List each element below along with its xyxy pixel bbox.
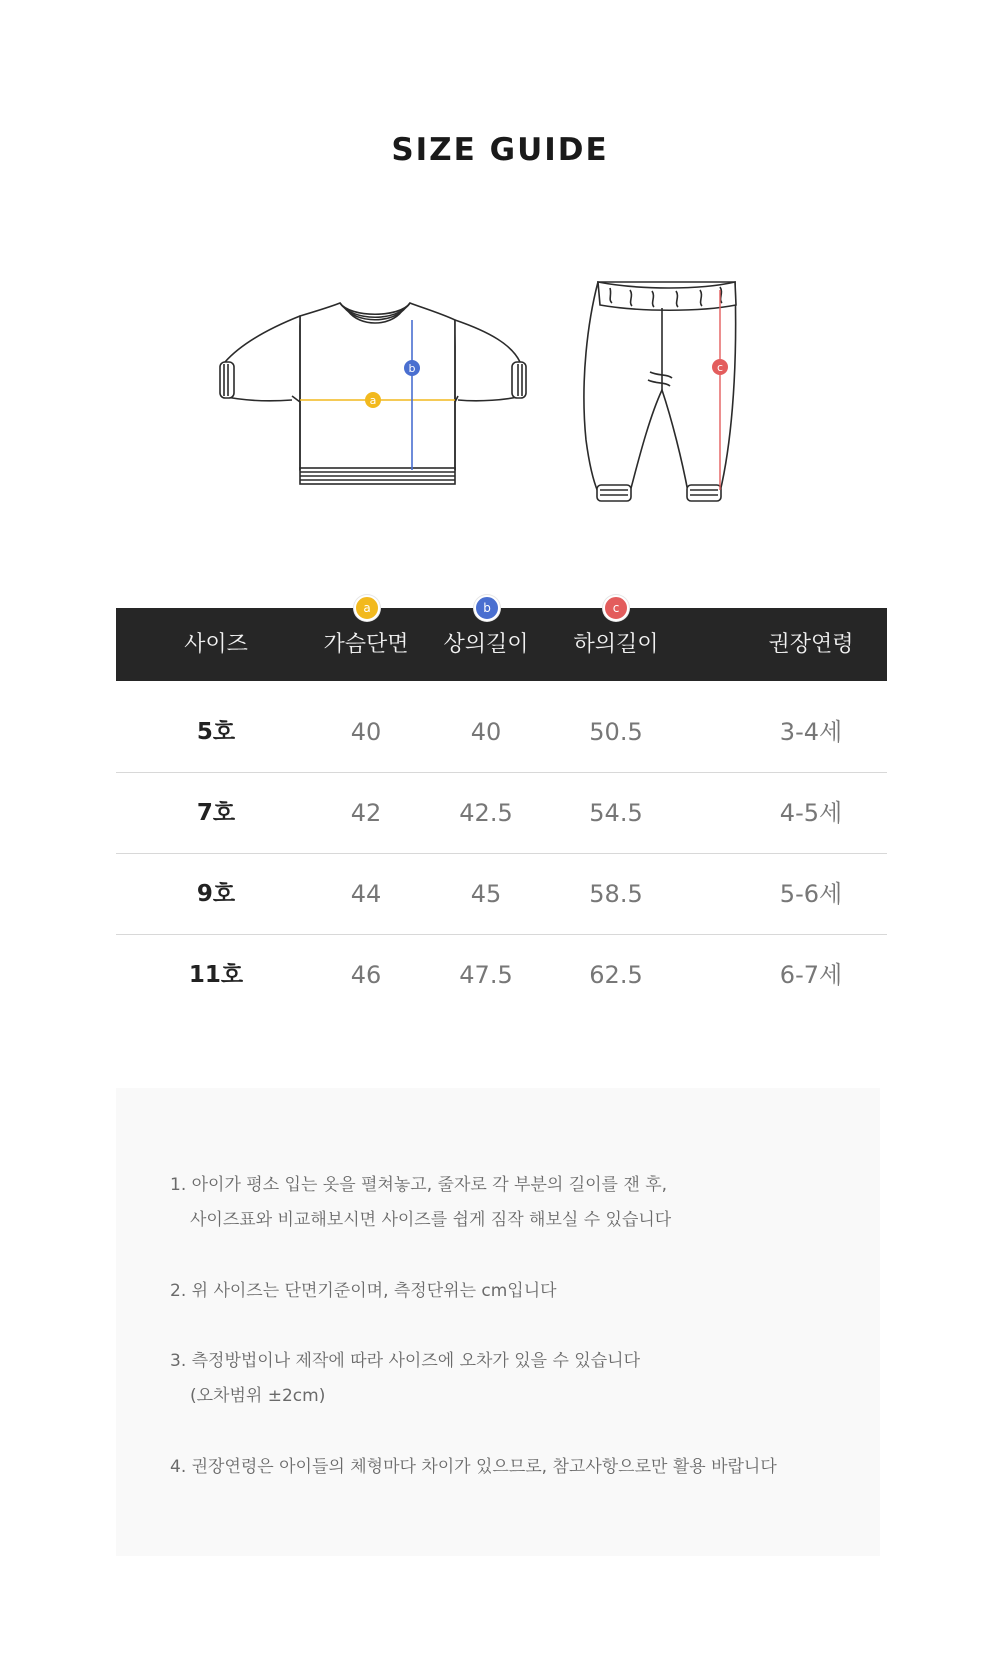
cell-chest: 44 [350,880,382,908]
table-body [116,681,887,1015]
table-row [116,773,887,854]
note-item [170,1450,777,1485]
table-row [116,692,887,773]
note-item [170,1274,557,1309]
table-row [116,854,887,935]
cell-age: 6-7세 [779,961,843,989]
header-top-length: 상의길이 [443,632,529,657]
cell-bottom-length: 62.5 [589,961,643,989]
note-text-continued: (오차범위 ±2cm) [190,1386,326,1406]
cell-age: 4-5세 [779,799,843,827]
cell-size: 11호 [188,962,244,988]
cell-top-length: 42.5 [459,799,513,827]
size-table [116,608,887,1015]
table-header [116,608,887,681]
note-text: 4. 권장연령은 아이들의 체형마다 차이가 있으므로, 참고사항으로만 활용 바랍니다 [170,1457,777,1477]
cell-top-length: 45 [470,880,502,908]
marker-b-badge: b [474,595,500,621]
cell-bottom-length: 50.5 [589,718,643,746]
page-title: SIZE GUIDE [391,132,609,168]
note-text: 3. 측정방법이나 제작에 따라 사이즈에 오차가 있을 수 있습니다 [170,1351,640,1371]
cell-age: 5-6세 [779,880,843,908]
header-bottom-length: 하의길이 [573,632,659,657]
pants-drawing [584,282,736,501]
header-size: 사이즈 [184,632,248,657]
garment-illustration [0,0,1000,560]
cell-size: 9호 [196,881,236,907]
cell-bottom-length: 58.5 [589,880,643,908]
cell-chest: 46 [350,961,382,989]
note-item [170,1168,671,1238]
cell-size: 5호 [196,719,236,745]
note-text-continued: 사이즈표와 비교해보시면 사이즈를 쉽게 짐작 해보실 수 있습니다 [190,1210,672,1230]
marker-c-label: c [716,361,724,374]
marker-c-badge: c [603,595,629,621]
table-row [116,935,887,1015]
cell-chest: 42 [350,799,382,827]
note-text: 1. 아이가 평소 입는 옷을 펼쳐놓고, 줄자로 각 부분의 길이를 잰 후, [170,1175,668,1195]
note-item [170,1344,640,1414]
marker-b-label: b [408,362,416,375]
cell-top-length: 47.5 [459,961,513,989]
cell-chest: 40 [350,718,382,746]
marker-a-badge: a [354,595,380,621]
cell-bottom-length: 54.5 [589,799,643,827]
notes-box [116,1088,880,1556]
cell-age: 3-4세 [779,718,843,746]
header-age: 권장연령 [768,632,854,657]
cell-size: 7호 [196,800,236,826]
header-chest: 가슴단면 [323,632,409,657]
cell-top-length: 40 [470,718,502,746]
marker-a-label: a [369,394,377,407]
note-text: 2. 위 사이즈는 단면기준이며, 측정단위는 cm입니다 [170,1281,557,1301]
